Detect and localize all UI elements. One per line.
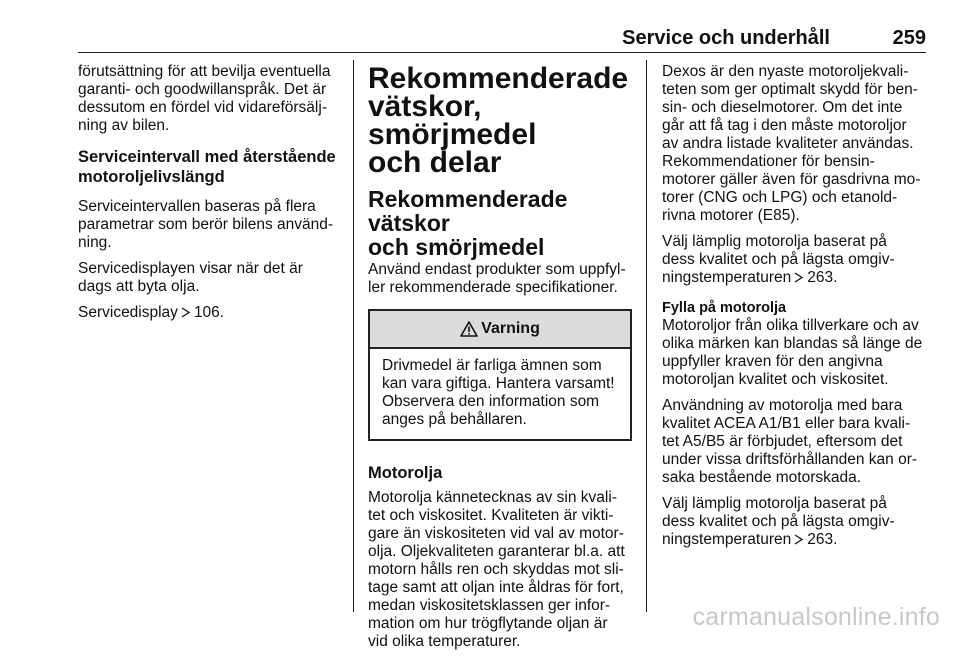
page-number: 259 [892, 27, 926, 49]
page-header [78, 26, 926, 50]
service-display-reference[interactable]: Servicedisplay 106. [78, 304, 225, 321]
service-interval-paragraph: Serviceintervallen baseras på flera parametrar som berör bilens använd- ning. [78, 198, 334, 251]
warning-triangle-icon [460, 321, 478, 337]
chapter-title: Rekommenderade vätskor, smörjmedel och delar [368, 62, 629, 179]
engine-oil-paragraph: Motorolja kännetecknas av sin kvali- tet och viskositet. Kvaliteten är vikti- gare än viskositeten vid val av motor- olja. Oljekvaliteten garanterar bl.a. att motorn hålls ren och skyddas mot sli- tage samt att oljan inte åldras för fort, medan viskositetsklassen ger infor- mation om hur trögflytande oljan är vid olika temperaturer. [368, 489, 625, 650]
intro-paragraph: förutsättning för att bevilja eventuella garanti- och goodwillanspråk. Det är dessutom en fördel vid vidareförsälj- ning av bilen. [78, 63, 331, 134]
service-interval-heading: Serviceintervall med återstående motoroljelivslängd [78, 148, 336, 186]
fill-oil-heading: Fylla på motorolja [662, 300, 787, 316]
choose-oil-paragraph: Välj lämplig motorolja baserat på dess kvalitet och på lägsta omgiv- ningstemperaturen 263. [662, 233, 895, 286]
watermark: carmanualsonline.info [692, 603, 940, 631]
service-display-paragraph: Servicedisplayen visar när det är dags att byta olja. [78, 260, 303, 295]
engine-oil-heading: Motorolja [368, 464, 443, 482]
acea-paragraph: Användning av motorolja med bara kvalitet ACEA A1/B1 eller bara kvali- tet A5/B5 är förbjudet, eftersom det under vissa driftsförhållanden kan or- saka bestående motorskada. [662, 397, 918, 486]
mixing-oils-paragraph: Motoroljor från olika tillverkare och av olika märken kan blandas så länge de uppfyller kraven för den angivna motoroljan kvalitet och viskositet. [662, 317, 923, 388]
page-reference-icon [181, 307, 191, 318]
fluids-intro-paragraph: Använd endast produkter som uppfyl- ler rekommenderade specifikationer. [368, 261, 626, 296]
page-reference-link[interactable]: 263. [807, 269, 838, 286]
warning-text: Drivmedel är farliga ämnen som kan vara giftiga. Hantera varsamt! Observera den information som anges på behållaren. [382, 357, 615, 428]
warning-title: Varning [481, 320, 540, 337]
column-divider-left [353, 60, 354, 612]
page-section-title: Service och underhåll [622, 27, 830, 49]
dexos-paragraph: Dexos är den nyaste motoroljekvali- teten som ger optimalt skydd för ben- sin- och dieselmotorer. Om det inte går att få tag i den måste motoroljor av andra listade kvaliteter användas. Rekommendationer för bensin- motorer gäller även för gasdrivna mo- torer (CNG och LPG) och etanold- rivna motorer (E85). [662, 63, 921, 224]
column-divider-right [646, 60, 647, 612]
column-3 [662, 63, 928, 557]
column-1 [78, 63, 350, 330]
page-reference-icon [794, 534, 804, 545]
section-title: Rekommenderade vätskor och smörjmedel [368, 186, 568, 260]
page-reference-icon [794, 272, 804, 283]
choose-oil-paragraph-2: Välj lämplig motorolja baserat på dess kvalitet och på lägsta omgiv- ningstemperaturen 263. [662, 495, 895, 548]
column-2 [368, 63, 632, 659]
warning-box [368, 309, 632, 441]
page-reference-link[interactable]: 263. [807, 531, 838, 548]
warning-header [370, 311, 630, 349]
header-rule [78, 52, 926, 53]
